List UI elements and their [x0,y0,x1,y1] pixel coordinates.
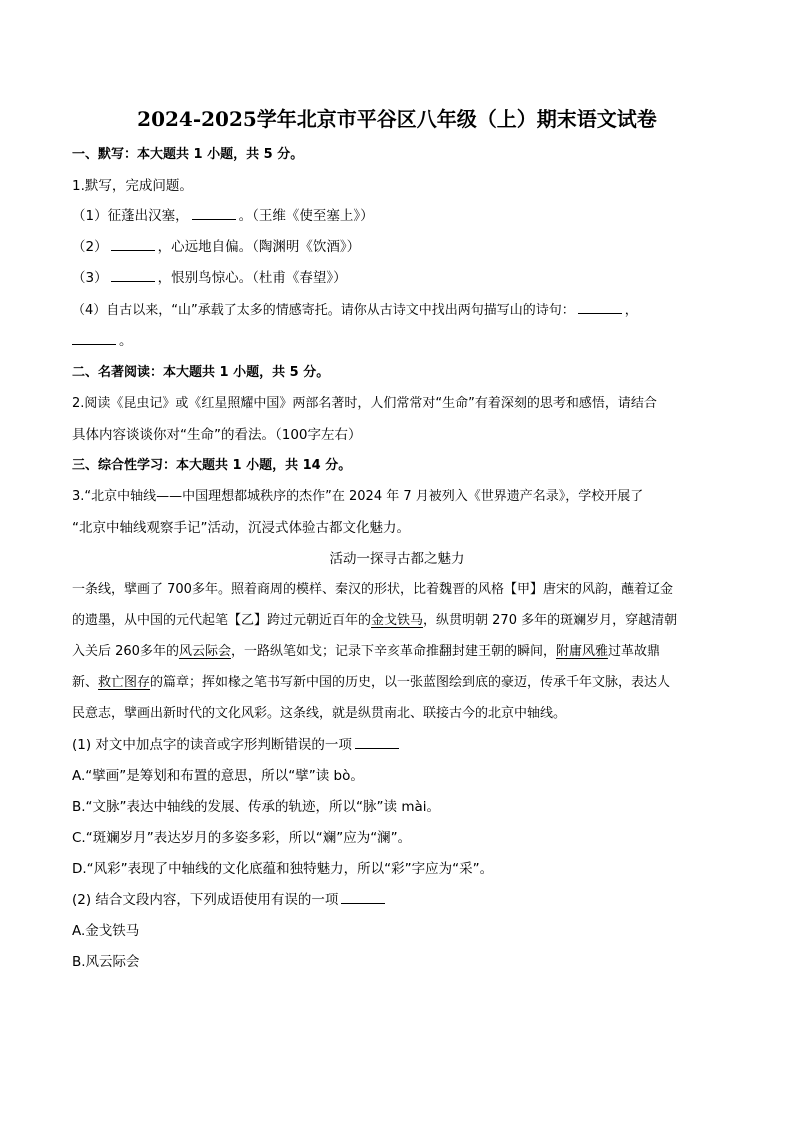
option-2-b: B.风云际会 [72,954,140,970]
section-3-heading: 三、综合性学习：本大题共 1 小题，共 14 分。 [72,458,352,473]
passage-text: ，一路纵笔如戈；记录下辛亥革命推翻封建王朝的瞬间， [230,644,556,659]
answer-blank[interactable] [111,237,155,251]
question-1-part-2 [72,237,732,257]
section-2-heading: 二、名著阅读：本大题共 1 小题，共 5 分。 [72,365,330,380]
option-a: A.“擘画”是筹划和布置的意思，所以“擘”读 bò。 [72,768,364,784]
page-title: 2024-2025学年北京市平谷区八年级（上）期末语文试卷 [137,107,657,131]
answer-blank[interactable] [355,735,399,749]
section-1-heading: 一、默写：本大题共 1 小题，共 5 分。 [72,147,304,162]
question-1-part-1 [72,206,732,226]
passage-text: 的遗墨，从中国的元代起笔【乙】跨过元朝近百年的 [72,613,372,628]
answer-blank[interactable] [72,331,116,345]
subquestion-2 [72,890,732,910]
part-1-text-b: 。（王维《使至塞上》） [238,208,374,224]
part-3-text-b: ，恨别鸟惊心。（杜甫《春望》） [157,270,347,286]
underlined-idiom: 风云际会 [178,644,231,659]
option-c: C.“斑斓岁月”表达岁月的多姿多彩，所以“斓”应为“澜”。 [72,830,412,846]
option-d: D.“风彩”表现了中轴线的文化底蕴和独特魅力，所以“彩”字应为“采”。 [72,861,494,877]
passage-text: 过革故鼎 [608,644,661,659]
passage-text: ，纵贯明朝 270 多年的斑斓岁月，穿越清朝 [423,613,678,628]
question-2-line-2: 具体内容谈谈你对“生命”的看法。（100字左右） [72,427,362,443]
answer-blank[interactable] [192,206,236,220]
question-1-part-3 [72,268,732,288]
underlined-idiom: 附庸风雅 [555,644,608,659]
part-3-text-a: （3） [72,270,108,286]
question-3-intro-1: 3.“北京中轴线——中国理想都城秩序的杰作”在 2024 年 7 月被列入《世界遗产名录》，学校开展了 [72,489,644,504]
part-4-text-c: 。 [119,333,133,349]
answer-blank[interactable] [341,890,385,904]
passage-text: 的篇章；挥如椽之笔书写新中国的历史，以一张蓝图绘到底的豪迈，传承千年文脉，表达人 [150,675,671,690]
subquestion-1-text: (1) 对文中加点字的读音或字形判断错误的一项 [72,737,352,753]
activity-title: 活动一探寻古都之魅力 [329,551,465,567]
passage-line-5: 民意志，擘画出新时代的文化风彩。这条线，就是纵贯南北、联接古今的北京中轴线。 [72,706,567,721]
answer-blank[interactable] [111,268,155,282]
question-1-part-4-cont [72,331,732,351]
option-2-a: A.金戈铁马 [72,923,140,939]
passage-text: 入关后 260多年的 [72,644,179,659]
subquestion-1 [72,735,732,755]
passage-line-4 [72,673,732,693]
passage-line-1: 一条线，擘画了 700多年。照着商周的模样、秦汉的形状，比着魏晋的风格【甲】唐宋的风韵，蘸着辽金 [72,582,673,597]
passage-text: 新、 [72,675,99,690]
answer-blank[interactable] [578,300,622,314]
question-1-stem: 1.默写，完成问题。 [72,178,193,194]
part-4-text-b: ， [624,303,638,318]
part-2-text-a: （2） [72,239,108,255]
part-1-text-a: （1）征蓬出汉塞， [72,208,189,224]
part-4-text-a: （4）自古以来，“山”承载了太多的情感寄托。请你从古诗文中找出两句描写山的诗句： [72,303,575,318]
option-b: B.“文脉”表达中轴线的发展、传承的轨迹，所以“脉”读 mài。 [72,799,440,815]
question-2-line-1: 2.阅读《昆虫记》或《红星照耀中国》两部名著时，人们常常对“生命”有着深刻的思考和感悟，请结合 [72,396,657,411]
passage-line-3 [72,642,732,662]
subquestion-2-text: (2) 结合文段内容，下列成语使用有误的一项 [72,892,339,908]
question-1-part-4 [72,300,732,321]
underlined-idiom: 金戈铁马 [371,613,424,628]
question-3-intro-2: “北京中轴线观察手记”活动，沉浸式体验古都文化魅力。 [72,520,410,536]
underlined-idiom: 救亡图存 [98,675,151,690]
part-2-text-b: ，心远地自偏。（陶渊明《饮酒》） [157,239,361,255]
passage-line-2 [72,611,732,631]
